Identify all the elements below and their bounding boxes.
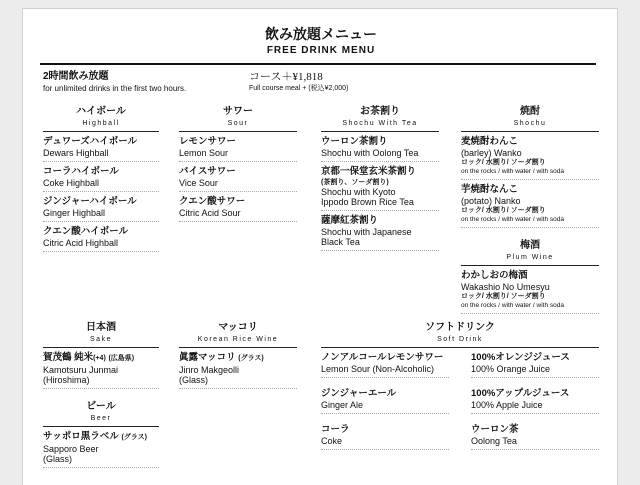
section-beer [43,401,159,468]
section-heading-jp: お茶割り [360,106,400,117]
item-name-row [43,431,159,444]
course-note: Full course meal + (税込¥2,000) [249,85,349,92]
item-name-en: Citric Acid Highball [43,238,119,248]
section-heading-jp: ハイボール [76,106,126,117]
item-name-en: Oolong Tea [471,436,517,446]
menu-item [179,192,297,222]
item-name-jp: 100%アップルジュース [471,388,570,399]
item-name-jp: ウーロン茶割り [321,136,388,147]
section-highball [43,106,159,252]
section-korean-rice-wine [179,322,297,389]
menu-item [321,162,439,211]
section-heading-en: Sake [90,336,112,343]
serve-style-jp: ロック/ 水割り/ ソーダ割り [461,207,546,214]
item-tag: (グラス) [238,355,264,362]
title-divider [40,63,596,65]
item-name-en: 100% Orange Juice [471,364,551,374]
item-name-en: Sapporo Beer (Glass) [43,444,99,464]
item-name-en: (potato) Nanko [461,196,521,206]
section-heading-jp: マッコリ [218,322,258,333]
serve-style-jp: ロック/ 水割り/ ソーダ割り [461,159,546,166]
item-name-en: Dewars Highball [43,148,109,158]
item-name-jp: コーラハイボール [43,166,119,177]
item-name-jp: レモンサワー [179,136,237,147]
item-name-en: Coke Highball [43,178,100,188]
item-name-en: Wakashio No Umesyu [461,282,550,292]
item-name-en: Jinro Makgeolli (Glass) [179,365,240,385]
menu-item [461,132,599,180]
menu-item [321,420,449,450]
item-name-jp: ウーロン茶 [471,424,519,435]
item-name-en: (barley) Wanko [461,148,522,158]
item-name-en: Lemon Sour (Non-Alcoholic) [321,364,435,374]
soft-drink-column-left [321,348,449,450]
menu-item [321,211,439,251]
item-name-jp: 芋焼酎なんこ [461,184,519,195]
item-name-jp: 100%オレンジジュース [471,352,570,363]
course-price: コース＋¥1,818 [249,71,323,83]
menu-item [43,427,159,468]
item-tag: (+4) [93,355,106,362]
menu-item [43,348,159,389]
item-name-en: Shochu with Oolong Tea [321,148,419,158]
section-heading-jp: ソフトドリンク [425,322,495,333]
item-name-en: Shochu with Kyoto Ippodo Brown Rice Tea [321,187,414,207]
menu-item [471,384,599,414]
plan-subtitle: for unlimited drinks in the first two hours. [43,84,187,93]
section-heading-en: Sour [227,120,249,127]
item-name-en: Citric Acid Sour [179,208,241,218]
menu-item [321,384,449,414]
section-heading-en: Shochu With Tea [342,120,418,127]
serve-style-en: on the rocks / with water / with soda [461,168,564,175]
menu-item [461,180,599,228]
item-name-jp: 賀茂鶴 純米 [43,352,94,363]
section-heading-jp: 梅酒 [520,240,540,251]
section-shochu [461,106,599,228]
menu-item [43,192,159,222]
menu-title-jp: 飲み放題メニュー [265,26,377,42]
item-name-en: 100% Apple Juice [471,400,543,410]
menu-page [22,8,618,485]
item-name-jp: バイスサワー [179,166,236,177]
section-heading-en: Highball [82,120,120,127]
item-tag: (グラス) [121,434,147,441]
soft-drink-columns [321,348,599,450]
serve-style-jp: ロック/ 水割り/ ソーダ割り [461,293,546,300]
section-heading-en: Korean Rice Wine [197,336,279,343]
section-heading-jp: ビール [86,401,116,412]
item-name-en: Ginger Ale [321,400,364,410]
soft-drink-column-right [471,348,599,450]
menu-item [179,348,297,389]
item-name-jp: わかしおの梅酒 [461,270,528,281]
item-name-en: Lemon Sour [179,148,229,158]
item-name-row [179,352,297,365]
menu-item [43,162,159,192]
section-heading-jp: 焼酎 [520,106,540,117]
item-name-en: Coke [321,436,343,446]
section-heading-jp: サワー [223,106,253,117]
serve-style-en: on the rocks / with water / with soda [461,302,564,309]
section-sour [179,106,297,222]
item-name-jp: 眞露マッコリ [179,352,236,363]
menu-title-en: FREE DRINK MENU [266,45,376,56]
menu-item [43,132,159,162]
item-name-jp: クエン酸サワー [179,196,246,207]
item-name-jp: コーラ [321,424,350,435]
section-heading-en: Beer [90,415,112,422]
serve-style-en: on the rocks / with water / with soda [461,216,564,223]
menu-item [471,348,599,378]
item-name-jp: ジンジャーハイボール [43,196,137,207]
menu-item [179,132,297,162]
item-name-jp: 京都一保堂玄米茶割り [321,166,417,177]
menu-item [461,266,599,314]
item-origin: (広島県) [108,355,135,362]
menu-item [43,222,159,252]
section-heading-en: Soft Drink [437,336,483,343]
section-plum-wine [461,240,599,314]
item-name-jp: クエン酸ハイボール [43,226,129,237]
item-name-en: Shochu with Japanese Black Tea [321,227,412,247]
section-heading-en: Shochu [513,120,547,127]
item-name-en: Ginger Highball [43,208,106,218]
item-name-jp: デュワーズハイボール [43,136,138,147]
item-name-en: Vice Sour [179,178,218,188]
item-name-row [43,352,159,365]
item-name-jp: サッポロ黒ラベル [43,431,119,442]
section-shochu-with-tea [321,106,439,251]
section-soft-drink [321,322,599,450]
item-name-en: Kamotsuru Junmai (Hiroshima) [43,365,119,385]
item-name-jp: 薩摩紅茶割り [321,215,379,226]
item-name-jp: ジンジャーエール [321,388,397,399]
item-name-jp: ノンアルコールレモンサワー [321,352,444,363]
section-heading-jp: 日本酒 [86,322,116,333]
menu-item [321,132,439,162]
section-sake [43,322,159,389]
item-note: (茶割り、ソーダ割り) [321,179,389,186]
menu-item [321,348,449,378]
menu-item [471,420,599,450]
menu-item [179,162,297,192]
section-heading-en: Plum Wine [506,254,554,261]
item-name-jp: 麦焼酎わんこ [461,136,519,147]
plan-name: 2時間飲み放題 [43,71,109,82]
